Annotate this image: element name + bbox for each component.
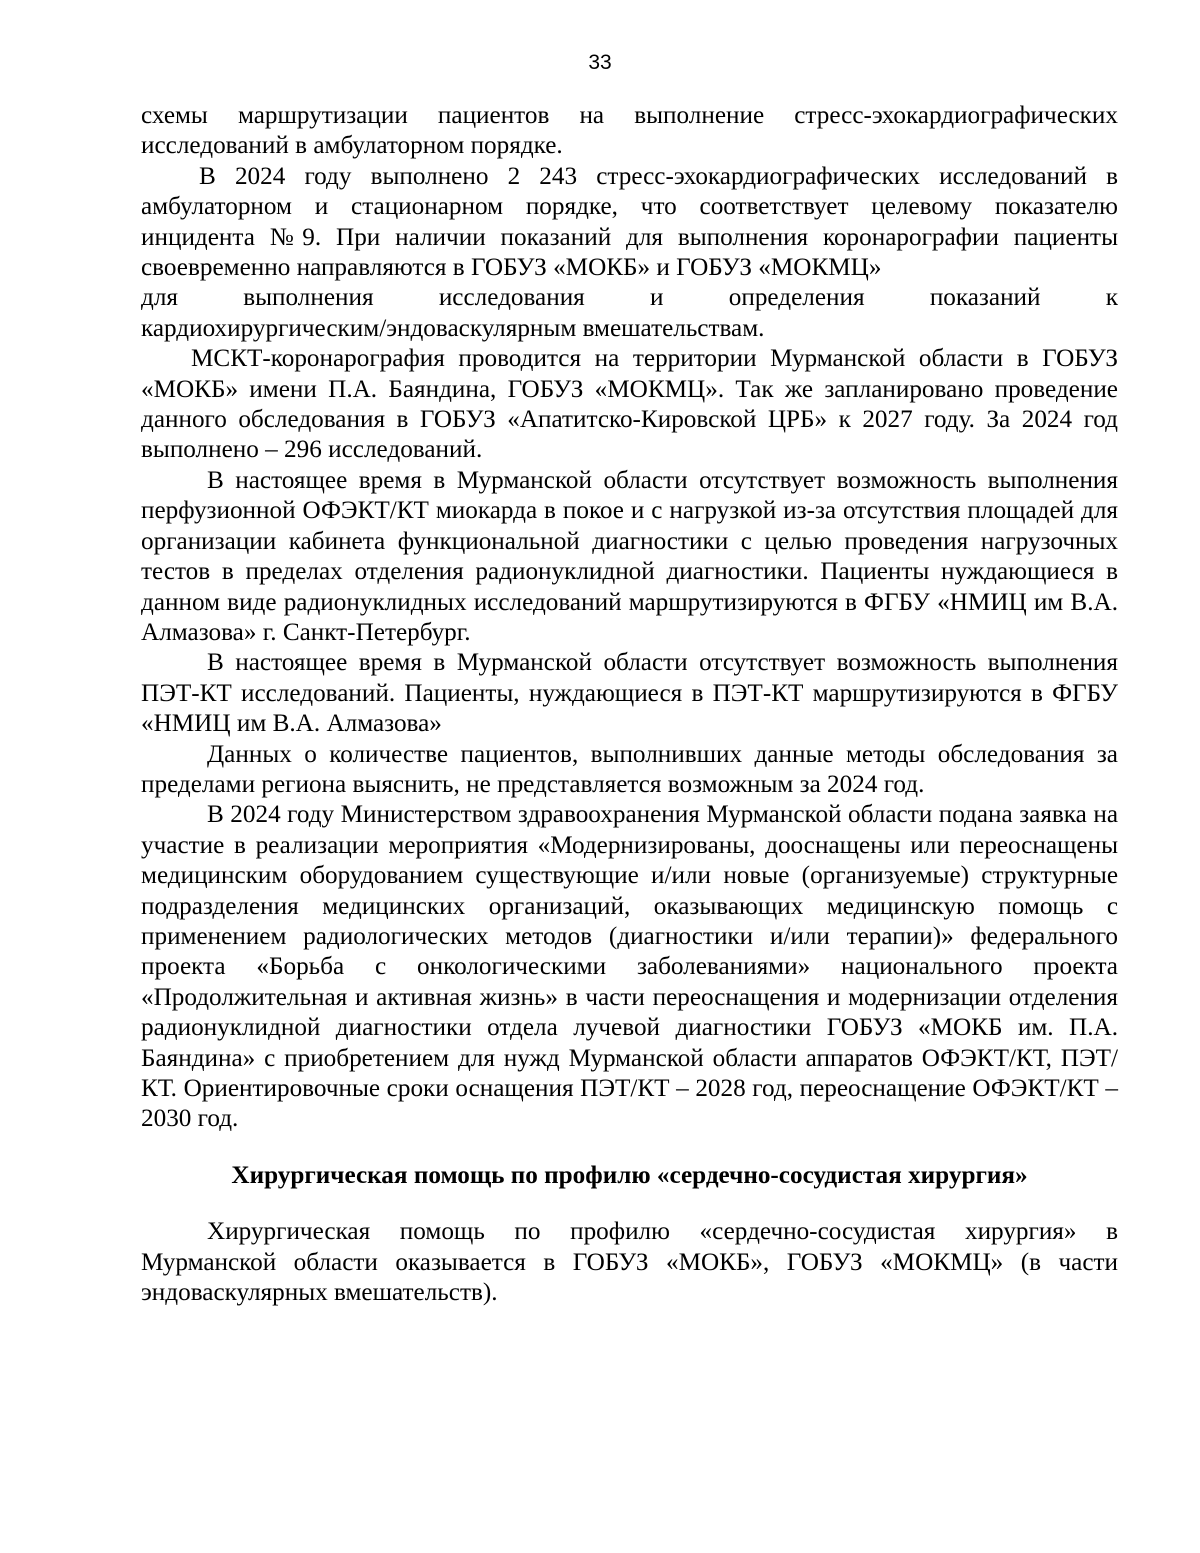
paragraph-continuation: схемы маршрутизации пациентов на выполнение стресс-эхокардиографических исследований в амбулаторном порядке. — [141, 102, 1118, 160]
paragraph-pet: В настоящее время в Мурманской области отсутствует возможность выполнения ПЭТ-КТ исследований. Пациенты, нуждающиеся в ПЭТ-КТ маршрутизируются в ФГБУ «НМИЦ им В.А. Алмазова» — [141, 649, 1118, 738]
paragraph-surgery: Хирургическая помощь по профилю «сердечно-сосудистая хирургия» в Мурманской области оказывается в ГОБУЗ «МОКБ», ГОБУЗ «МОКМЦ» (в части эндоваскулярных вмешательств). — [141, 1218, 1118, 1307]
document-body — [141, 101, 1118, 1308]
paragraph-spect: В настоящее время в Мурманской области отсутствует возможность выполнения перфузионной ОФЭКТ/КТ миокарда в покое и с нагрузкой из-за отсутствия площадей для организации кабинета функциональной диагностики с целью проведения нагрузочных тестов в пределах отделения радионуклидной диагностики. Пациенты нуждающиеся в данном виде радионуклидных исследований маршрутизируются в ФГБУ «НМИЦ им В.А. Алмазова» г. Санкт-Петербург. — [141, 466, 1118, 646]
paragraph-no-data: Данных о количестве пациентов, выполнивших данные методы обследования за пределами региона выяснить, не представляется возможным за 2024 год. — [141, 740, 1118, 798]
section-heading: Хирургическая помощь по профилю «сердечно-сосудистая хирургия» — [231, 1161, 1028, 1189]
paragraph-modernization: В 2024 году Министерством здравоохранения Мурманской области подана заявка на участие в реализации мероприятия «Модернизированы, дооснащены или переоснащены медицинским оборудованием существующие и/или новые (организуемые) структурные подразделения медицинских организаций, оказывающих медицинскую помощь с применением радиологических методов (диагностики и/или терапии)» федерального проекта «Борьба с онкологическими заболеваниями» национального проекта «Продолжительная и активная жизнь» в части переоснащения и модернизации отделения радионуклидной диагностики отдела лучевой диагностики ГОБУЗ «МОКБ им. П.А. Баяндина» с приобретением для нужд Мурманской области аппаратов ОФЭКТ/КТ, ПЭТ/КТ. Ориентировочные сроки оснащения ПЭТ/КТ – 2028 год, переоснащение ОФЭКТ/КТ – 2030 год. — [141, 801, 1118, 1133]
page-number: 33 — [588, 51, 612, 74]
paragraph-stress-echo: В 2024 году выполнено 2 243 стресс-эхокардиографических исследований в амбулаторном и стационарном порядке, что соответствует целевому показателю инцидента №9. При наличии показаний для выполнения коронарографии пациенты своевременно направляются в ГОБУЗ «МОКБ» и ГОБУЗ «МОКМЦ» — [141, 162, 1118, 282]
paragraph-stress-echo-end: кардиохирургическим/эндоваскулярным вмешательствам. — [141, 314, 765, 342]
paragraph-stress-echo-line: для выполнения исследования и определения показаний к — [141, 284, 1118, 312]
paragraph-msct: МСКТ-коронарография проводится на территории Мурманской области в ГОБУЗ «МОКБ» имени П.А. Баяндина, ГОБУЗ «МОКМЦ». Так же запланировано проведение данного обследования в ГОБУЗ «Апатитско-Кировской ЦРБ» к 2027 году. За 2024 год выполнено – 296 исследований. — [141, 345, 1118, 464]
